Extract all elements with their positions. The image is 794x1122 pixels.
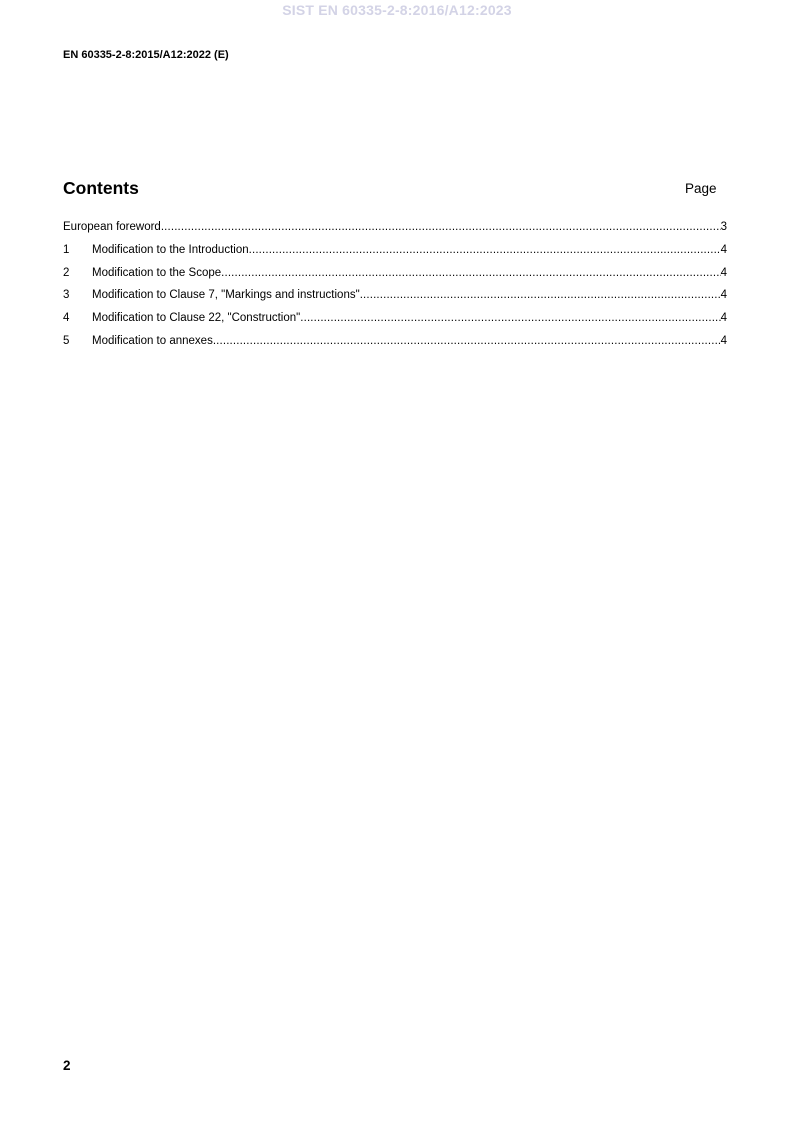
toc-dot-leader bbox=[213, 333, 721, 349]
toc-entry-page: 4 bbox=[720, 312, 727, 325]
toc-entry-page: 4 bbox=[720, 289, 727, 302]
toc-entry-annexes[interactable] bbox=[63, 333, 727, 356]
contents-title: Contents bbox=[63, 178, 139, 198]
toc-dot-leader bbox=[161, 219, 721, 235]
toc-dot-leader bbox=[249, 242, 721, 258]
toc-entry-page: 4 bbox=[720, 266, 727, 279]
toc-entry-clause-7[interactable] bbox=[63, 287, 727, 310]
toc-entry-title: Modification to Clause 7, "Markings and instructions" bbox=[92, 289, 360, 302]
toc-entry-page: 4 bbox=[720, 243, 727, 256]
toc-entry-number: 1 bbox=[63, 243, 70, 256]
page-column-label: Page bbox=[685, 181, 717, 196]
toc-entry-number: 2 bbox=[63, 266, 70, 279]
table-of-contents bbox=[63, 219, 727, 356]
toc-entry-page: 4 bbox=[720, 334, 727, 347]
toc-entry-title: Modification to the Introduction bbox=[92, 243, 249, 256]
toc-entry-clause-22[interactable] bbox=[63, 310, 727, 333]
toc-dot-leader bbox=[360, 287, 721, 303]
toc-entry-number: 3 bbox=[63, 289, 70, 302]
toc-dot-leader bbox=[221, 265, 720, 281]
toc-entry-scope[interactable] bbox=[63, 265, 727, 288]
toc-entry-title: European foreword bbox=[63, 221, 161, 233]
page-number: 2 bbox=[63, 1058, 71, 1073]
watermark: SIST EN 60335-2-8:2016/A12:2023 bbox=[282, 2, 512, 18]
toc-entry-introduction[interactable] bbox=[63, 242, 727, 265]
toc-dot-leader bbox=[300, 310, 720, 326]
toc-entry-european-foreword[interactable] bbox=[63, 219, 727, 242]
toc-entry-number: 4 bbox=[63, 312, 70, 325]
toc-entry-title: Modification to the Scope bbox=[92, 266, 222, 279]
toc-entry-number: 5 bbox=[63, 334, 70, 347]
toc-entry-page: 3 bbox=[720, 221, 727, 233]
toc-entry-title: Modification to annexes bbox=[92, 334, 213, 347]
document-id-header: EN 60335-2-8:2015/A12:2022 (E) bbox=[63, 49, 229, 61]
toc-entry-title: Modification to Clause 22, "Construction" bbox=[92, 312, 301, 325]
